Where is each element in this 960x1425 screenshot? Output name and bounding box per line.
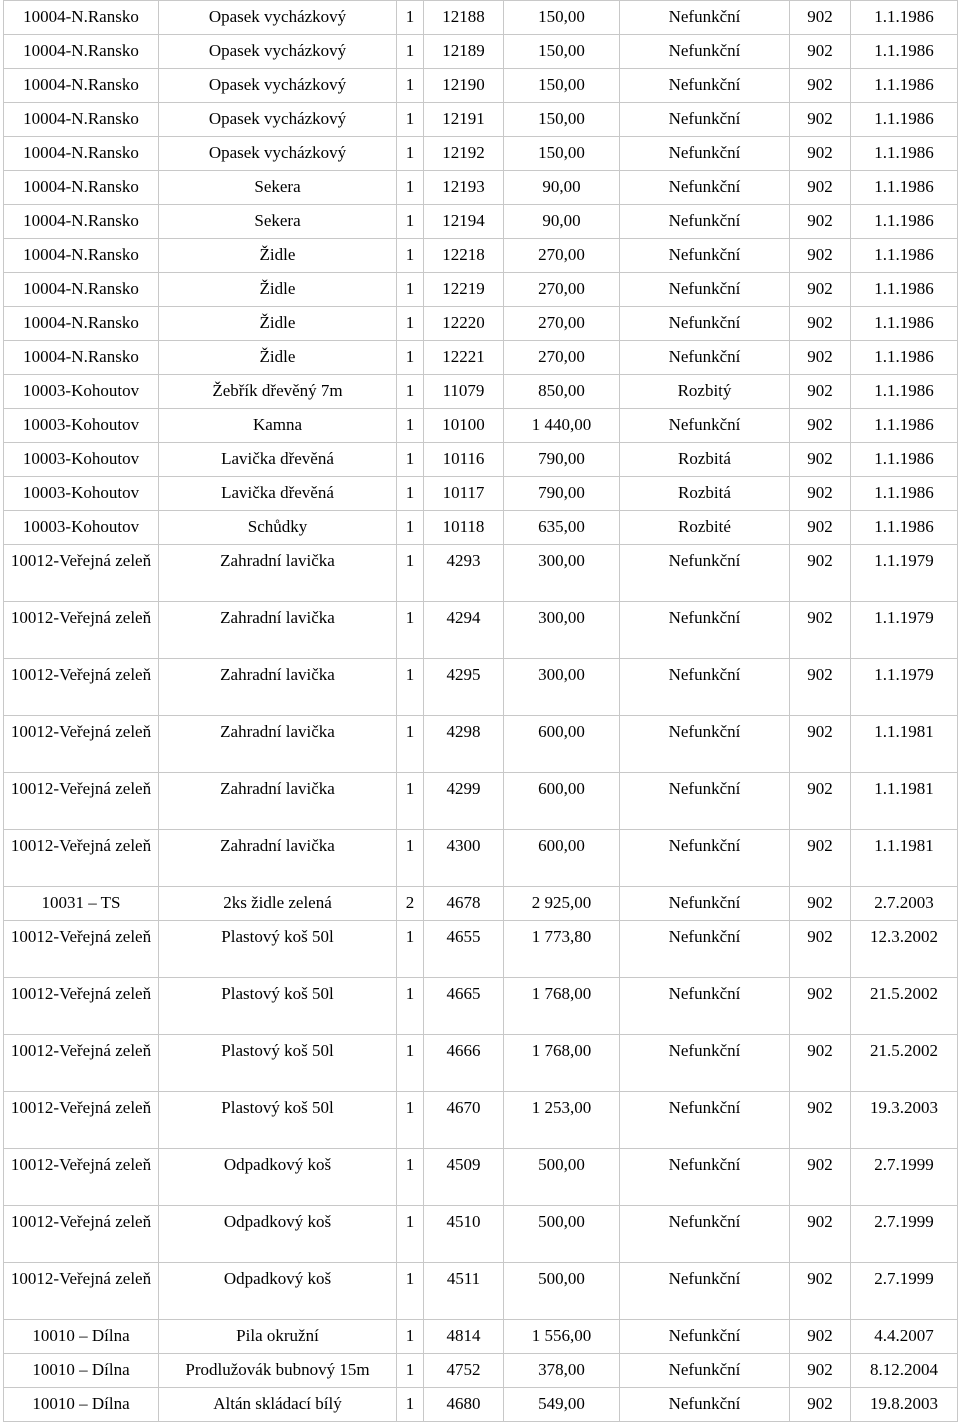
inventory-number-cell: 12220 bbox=[424, 307, 504, 341]
item-name-cell: Odpadkový koš bbox=[159, 1263, 397, 1320]
table-row bbox=[4, 171, 958, 205]
location-cell: 10004-N.Ransko bbox=[4, 341, 159, 375]
account-cell: 902 bbox=[790, 205, 851, 239]
quantity-cell: 1 bbox=[397, 921, 424, 978]
inventory-number-cell: 4511 bbox=[424, 1263, 504, 1320]
inventory-number-cell: 4678 bbox=[424, 887, 504, 921]
condition-cell: Rozbitý bbox=[620, 375, 790, 409]
item-name-cell: Altán skládací bílý bbox=[159, 1388, 397, 1422]
table-row bbox=[4, 137, 958, 171]
inventory-number-cell: 4509 bbox=[424, 1149, 504, 1206]
price-cell: 850,00 bbox=[504, 375, 620, 409]
date-cell: 1.1.1986 bbox=[851, 477, 958, 511]
inventory-number-cell: 4752 bbox=[424, 1354, 504, 1388]
account-cell: 902 bbox=[790, 307, 851, 341]
date-cell: 19.8.2003 bbox=[851, 1388, 958, 1422]
date-cell: 1.1.1986 bbox=[851, 171, 958, 205]
condition-cell: Nefunkční bbox=[620, 1149, 790, 1206]
date-cell: 1.1.1986 bbox=[851, 35, 958, 69]
date-cell: 1.1.1986 bbox=[851, 205, 958, 239]
condition-cell: Nefunkční bbox=[620, 1388, 790, 1422]
quantity-cell: 1 bbox=[397, 602, 424, 659]
date-cell: 21.5.2002 bbox=[851, 1035, 958, 1092]
date-cell: 1.1.1979 bbox=[851, 545, 958, 602]
date-cell: 2.7.1999 bbox=[851, 1206, 958, 1263]
item-name-cell: Kamna bbox=[159, 409, 397, 443]
quantity-cell: 2 bbox=[397, 887, 424, 921]
condition-cell: Nefunkční bbox=[620, 273, 790, 307]
account-cell: 902 bbox=[790, 273, 851, 307]
inventory-table bbox=[3, 0, 958, 1422]
price-cell: 270,00 bbox=[504, 239, 620, 273]
location-cell: 10004-N.Ransko bbox=[4, 205, 159, 239]
price-cell: 150,00 bbox=[504, 137, 620, 171]
table-row bbox=[4, 69, 958, 103]
date-cell: 12.3.2002 bbox=[851, 921, 958, 978]
location-cell: 10004-N.Ransko bbox=[4, 35, 159, 69]
condition-cell: Nefunkční bbox=[620, 830, 790, 887]
item-name-cell: Lavička dřevěná bbox=[159, 477, 397, 511]
quantity-cell: 1 bbox=[397, 137, 424, 171]
table-row bbox=[4, 35, 958, 69]
condition-cell: Rozbité bbox=[620, 511, 790, 545]
item-name-cell: Židle bbox=[159, 273, 397, 307]
price-cell: 635,00 bbox=[504, 511, 620, 545]
location-cell: 10012-Veřejná zeleň bbox=[4, 716, 159, 773]
location-cell: 10010 – Dílna bbox=[4, 1354, 159, 1388]
quantity-cell: 1 bbox=[397, 69, 424, 103]
location-cell: 10003-Kohoutov bbox=[4, 477, 159, 511]
condition-cell: Nefunkční bbox=[620, 1263, 790, 1320]
price-cell: 378,00 bbox=[504, 1354, 620, 1388]
inventory-number-cell: 10100 bbox=[424, 409, 504, 443]
price-cell: 1 768,00 bbox=[504, 1035, 620, 1092]
condition-cell: Nefunkční bbox=[620, 545, 790, 602]
item-name-cell: Zahradní lavička bbox=[159, 545, 397, 602]
price-cell: 300,00 bbox=[504, 602, 620, 659]
location-cell: 10012-Veřejná zeleň bbox=[4, 1263, 159, 1320]
condition-cell: Nefunkční bbox=[620, 205, 790, 239]
quantity-cell: 1 bbox=[397, 773, 424, 830]
table-row bbox=[4, 887, 958, 921]
account-cell: 902 bbox=[790, 35, 851, 69]
location-cell: 10031 – TS bbox=[4, 887, 159, 921]
condition-cell: Nefunkční bbox=[620, 978, 790, 1035]
table-row bbox=[4, 409, 958, 443]
account-cell: 902 bbox=[790, 659, 851, 716]
inventory-number-cell: 12221 bbox=[424, 341, 504, 375]
inventory-number-cell: 4814 bbox=[424, 1320, 504, 1354]
condition-cell: Nefunkční bbox=[620, 1320, 790, 1354]
date-cell: 1.1.1986 bbox=[851, 273, 958, 307]
account-cell: 902 bbox=[790, 443, 851, 477]
price-cell: 1 773,80 bbox=[504, 921, 620, 978]
price-cell: 150,00 bbox=[504, 103, 620, 137]
inventory-table-body bbox=[4, 1, 958, 1422]
quantity-cell: 1 bbox=[397, 1320, 424, 1354]
item-name-cell: Lavička dřevěná bbox=[159, 443, 397, 477]
table-row bbox=[4, 1263, 958, 1320]
table-row bbox=[4, 1092, 958, 1149]
condition-cell: Nefunkční bbox=[620, 409, 790, 443]
account-cell: 902 bbox=[790, 69, 851, 103]
account-cell: 902 bbox=[790, 1092, 851, 1149]
quantity-cell: 1 bbox=[397, 103, 424, 137]
location-cell: 10012-Veřejná zeleň bbox=[4, 921, 159, 978]
inventory-number-cell: 4294 bbox=[424, 602, 504, 659]
account-cell: 902 bbox=[790, 409, 851, 443]
inventory-number-cell: 11079 bbox=[424, 375, 504, 409]
item-name-cell: Židle bbox=[159, 307, 397, 341]
location-cell: 10004-N.Ransko bbox=[4, 171, 159, 205]
account-cell: 902 bbox=[790, 1263, 851, 1320]
date-cell: 1.1.1979 bbox=[851, 659, 958, 716]
table-row bbox=[4, 1354, 958, 1388]
date-cell: 1.1.1986 bbox=[851, 307, 958, 341]
date-cell: 1.1.1986 bbox=[851, 341, 958, 375]
price-cell: 300,00 bbox=[504, 545, 620, 602]
quantity-cell: 1 bbox=[397, 171, 424, 205]
price-cell: 2 925,00 bbox=[504, 887, 620, 921]
item-name-cell: Sekera bbox=[159, 171, 397, 205]
location-cell: 10010 – Dílna bbox=[4, 1388, 159, 1422]
item-name-cell: Zahradní lavička bbox=[159, 716, 397, 773]
condition-cell: Nefunkční bbox=[620, 921, 790, 978]
condition-cell: Nefunkční bbox=[620, 103, 790, 137]
item-name-cell: Odpadkový koš bbox=[159, 1149, 397, 1206]
date-cell: 1.1.1986 bbox=[851, 511, 958, 545]
table-row bbox=[4, 1320, 958, 1354]
quantity-cell: 1 bbox=[397, 1149, 424, 1206]
item-name-cell: 2ks židle zelená bbox=[159, 887, 397, 921]
item-name-cell: Zahradní lavička bbox=[159, 659, 397, 716]
quantity-cell: 1 bbox=[397, 830, 424, 887]
table-row bbox=[4, 239, 958, 273]
price-cell: 500,00 bbox=[504, 1149, 620, 1206]
condition-cell: Nefunkční bbox=[620, 35, 790, 69]
table-row bbox=[4, 341, 958, 375]
item-name-cell: Plastový koš 50l bbox=[159, 978, 397, 1035]
location-cell: 10004-N.Ransko bbox=[4, 69, 159, 103]
location-cell: 10004-N.Ransko bbox=[4, 307, 159, 341]
account-cell: 902 bbox=[790, 545, 851, 602]
location-cell: 10004-N.Ransko bbox=[4, 273, 159, 307]
quantity-cell: 1 bbox=[397, 375, 424, 409]
inventory-number-cell: 12190 bbox=[424, 69, 504, 103]
inventory-number-cell: 4655 bbox=[424, 921, 504, 978]
price-cell: 90,00 bbox=[504, 171, 620, 205]
condition-cell: Nefunkční bbox=[620, 1092, 790, 1149]
account-cell: 902 bbox=[790, 239, 851, 273]
account-cell: 902 bbox=[790, 1206, 851, 1263]
condition-cell: Rozbitá bbox=[620, 443, 790, 477]
date-cell: 1.1.1981 bbox=[851, 773, 958, 830]
item-name-cell: Židle bbox=[159, 341, 397, 375]
date-cell: 4.4.2007 bbox=[851, 1320, 958, 1354]
table-row bbox=[4, 511, 958, 545]
location-cell: 10012-Veřejná zeleň bbox=[4, 1206, 159, 1263]
account-cell: 902 bbox=[790, 716, 851, 773]
condition-cell: Nefunkční bbox=[620, 137, 790, 171]
item-name-cell: Prodlužovák bubnový 15m bbox=[159, 1354, 397, 1388]
inventory-number-cell: 4670 bbox=[424, 1092, 504, 1149]
condition-cell: Nefunkční bbox=[620, 1, 790, 35]
price-cell: 500,00 bbox=[504, 1206, 620, 1263]
item-name-cell: Zahradní lavička bbox=[159, 773, 397, 830]
inventory-number-cell: 12188 bbox=[424, 1, 504, 35]
quantity-cell: 1 bbox=[397, 1092, 424, 1149]
location-cell: 10012-Veřejná zeleň bbox=[4, 659, 159, 716]
item-name-cell: Židle bbox=[159, 239, 397, 273]
price-cell: 270,00 bbox=[504, 341, 620, 375]
table-row bbox=[4, 1149, 958, 1206]
location-cell: 10012-Veřejná zeleň bbox=[4, 830, 159, 887]
price-cell: 270,00 bbox=[504, 273, 620, 307]
inventory-number-cell: 10117 bbox=[424, 477, 504, 511]
table-row bbox=[4, 205, 958, 239]
location-cell: 10012-Veřejná zeleň bbox=[4, 978, 159, 1035]
quantity-cell: 1 bbox=[397, 659, 424, 716]
quantity-cell: 1 bbox=[397, 205, 424, 239]
price-cell: 1 440,00 bbox=[504, 409, 620, 443]
item-name-cell: Plastový koš 50l bbox=[159, 1092, 397, 1149]
condition-cell: Nefunkční bbox=[620, 773, 790, 830]
inventory-number-cell: 10118 bbox=[424, 511, 504, 545]
price-cell: 600,00 bbox=[504, 716, 620, 773]
date-cell: 2.7.2003 bbox=[851, 887, 958, 921]
inventory-number-cell: 12219 bbox=[424, 273, 504, 307]
item-name-cell: Zahradní lavička bbox=[159, 602, 397, 659]
account-cell: 902 bbox=[790, 511, 851, 545]
table-row bbox=[4, 273, 958, 307]
date-cell: 1.1.1986 bbox=[851, 409, 958, 443]
date-cell: 1.1.1986 bbox=[851, 1, 958, 35]
item-name-cell: Pila okružní bbox=[159, 1320, 397, 1354]
table-row bbox=[4, 545, 958, 602]
inventory-number-cell: 12218 bbox=[424, 239, 504, 273]
price-cell: 1 253,00 bbox=[504, 1092, 620, 1149]
account-cell: 902 bbox=[790, 171, 851, 205]
item-name-cell: Plastový koš 50l bbox=[159, 1035, 397, 1092]
quantity-cell: 1 bbox=[397, 716, 424, 773]
location-cell: 10003-Kohoutov bbox=[4, 443, 159, 477]
quantity-cell: 1 bbox=[397, 409, 424, 443]
date-cell: 1.1.1979 bbox=[851, 602, 958, 659]
date-cell: 2.7.1999 bbox=[851, 1149, 958, 1206]
account-cell: 902 bbox=[790, 1354, 851, 1388]
date-cell: 1.1.1986 bbox=[851, 137, 958, 171]
location-cell: 10003-Kohoutov bbox=[4, 409, 159, 443]
location-cell: 10004-N.Ransko bbox=[4, 239, 159, 273]
item-name-cell: Žebřík dřevěný 7m bbox=[159, 375, 397, 409]
price-cell: 90,00 bbox=[504, 205, 620, 239]
condition-cell: Nefunkční bbox=[620, 69, 790, 103]
item-name-cell: Sekera bbox=[159, 205, 397, 239]
item-name-cell: Opasek vycházkový bbox=[159, 103, 397, 137]
inventory-number-cell: 4299 bbox=[424, 773, 504, 830]
item-name-cell: Zahradní lavička bbox=[159, 830, 397, 887]
condition-cell: Nefunkční bbox=[620, 1035, 790, 1092]
account-cell: 902 bbox=[790, 773, 851, 830]
inventory-number-cell: 4293 bbox=[424, 545, 504, 602]
inventory-number-cell: 4295 bbox=[424, 659, 504, 716]
location-cell: 10004-N.Ransko bbox=[4, 137, 159, 171]
condition-cell: Nefunkční bbox=[620, 602, 790, 659]
condition-cell: Nefunkční bbox=[620, 887, 790, 921]
quantity-cell: 1 bbox=[397, 978, 424, 1035]
table-row bbox=[4, 659, 958, 716]
account-cell: 902 bbox=[790, 341, 851, 375]
quantity-cell: 1 bbox=[397, 273, 424, 307]
location-cell: 10004-N.Ransko bbox=[4, 1, 159, 35]
location-cell: 10010 – Dílna bbox=[4, 1320, 159, 1354]
account-cell: 902 bbox=[790, 137, 851, 171]
item-name-cell: Odpadkový koš bbox=[159, 1206, 397, 1263]
account-cell: 902 bbox=[790, 978, 851, 1035]
inventory-number-cell: 10116 bbox=[424, 443, 504, 477]
inventory-number-cell: 4665 bbox=[424, 978, 504, 1035]
quantity-cell: 1 bbox=[397, 1388, 424, 1422]
date-cell: 8.12.2004 bbox=[851, 1354, 958, 1388]
account-cell: 902 bbox=[790, 1388, 851, 1422]
item-name-cell: Opasek vycházkový bbox=[159, 137, 397, 171]
price-cell: 500,00 bbox=[504, 1263, 620, 1320]
account-cell: 902 bbox=[790, 1, 851, 35]
date-cell: 1.1.1981 bbox=[851, 830, 958, 887]
table-row bbox=[4, 1388, 958, 1422]
price-cell: 1 768,00 bbox=[504, 978, 620, 1035]
condition-cell: Nefunkční bbox=[620, 1206, 790, 1263]
location-cell: 10012-Veřejná zeleň bbox=[4, 773, 159, 830]
table-row bbox=[4, 602, 958, 659]
quantity-cell: 1 bbox=[397, 545, 424, 602]
condition-cell: Nefunkční bbox=[620, 716, 790, 773]
table-row bbox=[4, 307, 958, 341]
item-name-cell: Opasek vycházkový bbox=[159, 1, 397, 35]
condition-cell: Nefunkční bbox=[620, 307, 790, 341]
date-cell: 1.1.1986 bbox=[851, 69, 958, 103]
quantity-cell: 1 bbox=[397, 307, 424, 341]
table-row bbox=[4, 1, 958, 35]
table-row bbox=[4, 716, 958, 773]
date-cell: 1.1.1986 bbox=[851, 239, 958, 273]
table-row bbox=[4, 103, 958, 137]
price-cell: 150,00 bbox=[504, 35, 620, 69]
table-row bbox=[4, 921, 958, 978]
price-cell: 270,00 bbox=[504, 307, 620, 341]
table-row bbox=[4, 830, 958, 887]
location-cell: 10012-Veřejná zeleň bbox=[4, 1149, 159, 1206]
price-cell: 600,00 bbox=[504, 773, 620, 830]
item-name-cell: Schůdky bbox=[159, 511, 397, 545]
quantity-cell: 1 bbox=[397, 1206, 424, 1263]
condition-cell: Nefunkční bbox=[620, 1354, 790, 1388]
location-cell: 10012-Veřejná zeleň bbox=[4, 545, 159, 602]
quantity-cell: 1 bbox=[397, 1, 424, 35]
quantity-cell: 1 bbox=[397, 511, 424, 545]
price-cell: 150,00 bbox=[504, 1, 620, 35]
table-row bbox=[4, 477, 958, 511]
inventory-number-cell: 4680 bbox=[424, 1388, 504, 1422]
quantity-cell: 1 bbox=[397, 1263, 424, 1320]
quantity-cell: 1 bbox=[397, 1035, 424, 1092]
price-cell: 300,00 bbox=[504, 659, 620, 716]
inventory-number-cell: 12189 bbox=[424, 35, 504, 69]
date-cell: 2.7.1999 bbox=[851, 1263, 958, 1320]
date-cell: 21.5.2002 bbox=[851, 978, 958, 1035]
inventory-number-cell: 4298 bbox=[424, 716, 504, 773]
quantity-cell: 1 bbox=[397, 1354, 424, 1388]
inventory-number-cell: 12193 bbox=[424, 171, 504, 205]
date-cell: 19.3.2003 bbox=[851, 1092, 958, 1149]
condition-cell: Rozbitá bbox=[620, 477, 790, 511]
account-cell: 902 bbox=[790, 1320, 851, 1354]
location-cell: 10012-Veřejná zeleň bbox=[4, 1092, 159, 1149]
table-row bbox=[4, 773, 958, 830]
account-cell: 902 bbox=[790, 1149, 851, 1206]
item-name-cell: Opasek vycházkový bbox=[159, 35, 397, 69]
price-cell: 600,00 bbox=[504, 830, 620, 887]
price-cell: 790,00 bbox=[504, 443, 620, 477]
quantity-cell: 1 bbox=[397, 35, 424, 69]
table-row bbox=[4, 1206, 958, 1263]
table-row bbox=[4, 443, 958, 477]
table-row bbox=[4, 1035, 958, 1092]
price-cell: 549,00 bbox=[504, 1388, 620, 1422]
account-cell: 902 bbox=[790, 375, 851, 409]
date-cell: 1.1.1986 bbox=[851, 375, 958, 409]
inventory-number-cell: 12192 bbox=[424, 137, 504, 171]
account-cell: 902 bbox=[790, 103, 851, 137]
location-cell: 10012-Veřejná zeleň bbox=[4, 1035, 159, 1092]
price-cell: 1 556,00 bbox=[504, 1320, 620, 1354]
account-cell: 902 bbox=[790, 602, 851, 659]
date-cell: 1.1.1986 bbox=[851, 103, 958, 137]
condition-cell: Nefunkční bbox=[620, 171, 790, 205]
account-cell: 902 bbox=[790, 477, 851, 511]
account-cell: 902 bbox=[790, 921, 851, 978]
price-cell: 790,00 bbox=[504, 477, 620, 511]
inventory-number-cell: 4300 bbox=[424, 830, 504, 887]
table-row bbox=[4, 375, 958, 409]
inventory-number-cell: 12191 bbox=[424, 103, 504, 137]
quantity-cell: 1 bbox=[397, 341, 424, 375]
location-cell: 10012-Veřejná zeleň bbox=[4, 602, 159, 659]
quantity-cell: 1 bbox=[397, 443, 424, 477]
date-cell: 1.1.1981 bbox=[851, 716, 958, 773]
condition-cell: Nefunkční bbox=[620, 341, 790, 375]
location-cell: 10003-Kohoutov bbox=[4, 511, 159, 545]
price-cell: 150,00 bbox=[504, 69, 620, 103]
account-cell: 902 bbox=[790, 830, 851, 887]
date-cell: 1.1.1986 bbox=[851, 443, 958, 477]
inventory-number-cell: 4510 bbox=[424, 1206, 504, 1263]
inventory-number-cell: 4666 bbox=[424, 1035, 504, 1092]
item-name-cell: Opasek vycházkový bbox=[159, 69, 397, 103]
account-cell: 902 bbox=[790, 887, 851, 921]
table-row bbox=[4, 978, 958, 1035]
item-name-cell: Plastový koš 50l bbox=[159, 921, 397, 978]
condition-cell: Nefunkční bbox=[620, 659, 790, 716]
quantity-cell: 1 bbox=[397, 239, 424, 273]
location-cell: 10003-Kohoutov bbox=[4, 375, 159, 409]
condition-cell: Nefunkční bbox=[620, 239, 790, 273]
inventory-number-cell: 12194 bbox=[424, 205, 504, 239]
location-cell: 10004-N.Ransko bbox=[4, 103, 159, 137]
account-cell: 902 bbox=[790, 1035, 851, 1092]
quantity-cell: 1 bbox=[397, 477, 424, 511]
